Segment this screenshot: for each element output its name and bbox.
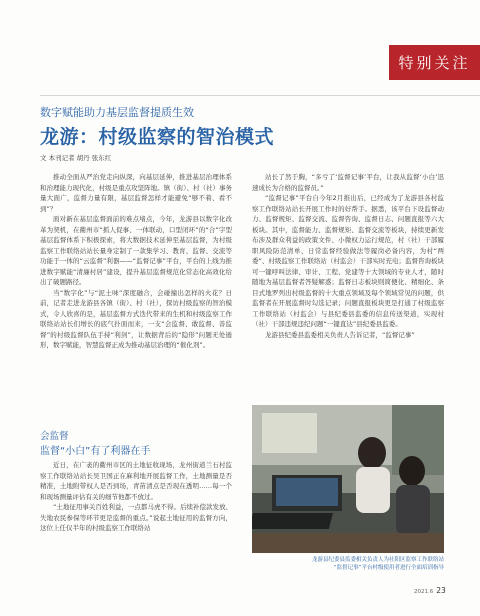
body-column-left-lower <box>40 460 232 534</box>
section-tab: 特别关注 <box>389 45 480 80</box>
article-headline: 龙游：村级监察的智治模式 <box>40 126 275 148</box>
body-paragraph: 当“数字化”与“泥土味”深度融合，会碰撞出怎样的火花？日前，记者走进龙游县各镇（街）、村（社），探访村级监察的智治模式，令人欣喜的是，基层监督方式迭代带来的生机和村级监察工作联络站站长们增长的底气扑面而来，一支“会监督、敢监督、善监督”的村级监督队伍手持“利剑”，让数据背后的“隐形”问题无处遁形，数字赋能，智慧监督正成为推动基层治理的“催化剂”。 <box>40 288 232 349</box>
issue-label: 2021.6 <box>414 589 434 595</box>
body-paragraph: 龙游县纪委县监委相关负责人告诉记者，“监督记事” <box>265 330 415 339</box>
body-column-right <box>252 172 444 340</box>
page-folio <box>414 586 446 595</box>
caption-line: 龙游县纪委县监委相关负责人为社阳区监察工作联络站 <box>311 557 444 563</box>
top-divider <box>40 95 480 96</box>
page-number: 23 <box>436 586 446 595</box>
body-paragraph: 近日，在广袤的衢州市区的土地征收现场，龙州街道兰石村监察工作联络站站长吴卫国正在麻利地开展监督工作，土地测量是否精准，土地附带权人是否到场，青苗清点是否现在透明……每一个和现场测量评估有关的细节他都不放过。 <box>40 461 232 501</box>
body-paragraph: 推动全面从严治党走向纵深，向基层延伸，推进基层治理体系和治理能力现代化，村级是重点攻坚阵地。镇（街）、村（社）事务量大面广，监督力量有限，基层监督怎样才能避免“够不着、看不到”？ <box>40 173 232 213</box>
body-paragraph: “土地征用事关百姓利益，一点都马虎不得。后续补偿款发放、失地农民参保等环节更是监督的重点。”说起土地征用的监督方向，这位上任仅半年的村级监察工作联络站 <box>40 503 232 532</box>
subsection-kicker: 会监督 <box>40 431 69 442</box>
article-byline: 文 本刊记者 胡丹 张东红 <box>40 154 112 162</box>
article-photo <box>252 405 444 553</box>
body-column-left <box>40 172 232 351</box>
article-kicker: 数字赋能助力基层监督提质生效 <box>40 106 194 119</box>
body-paragraph: 面对新在基层监督面前的难点堵点，今年，龙游县以数字化改革为契机，在衢州市“抓人促事、一体联动，口型闭环”的“合”字型基层监督体系下积极探索，将大数据技术延伸至基层监督，为村级监察工作联络站站长量身定制了一款集学习、教育、监督、交流等功能于一体的“云监督”利器——“监督记事”平台，平台的上线为推进数字赋能“清廉村居”建设，提升基层监督规范化常态化高效化给出了破题路径。 <box>40 215 232 286</box>
body-paragraph: 站长了然于胸，“多亏了‘监督记事’平台，让我从监督‘小白’迅速成长为合格的监督员。” <box>252 173 444 192</box>
photo-caption <box>252 556 444 572</box>
subsection-heading: 监督“小白”有了利器在手 <box>40 446 151 457</box>
caption-line: “监督记事”平台村级使用者进行全面培训指导 <box>333 565 444 571</box>
body-paragraph: “监督记事”平台自今年2月推出后，已经成为了龙游县各村监察工作联络站站长开展工作时的好帮手。据悉，该平台下设监督动力、监督规矩、监督交流、监督咨询、监督日志、问题直报等六大板块。其中，监督能力、监督规矩、监督交流等板块，持续更新发布涉及群众利益的政策文件、小微权力运行规范，村（社）干部履职风险防范清单、日常监督经验做法等履岗必备内容，为村“两委”、村级监察工作联络站（村监会）干部实时充电；监督咨询板块可一键呼叫法律、审计、工程、党建等十大领域的专业人才，随时随地为基层监督者答疑解惑；监督日志板块则简便化、精细化、条目式地罗列出村级监督的十大重点领域及每个领域常见的问题，供监督者在开展监督时勾选记录；问题直报板块更是打通了村级监察工作联络站（村监会）与县纪委县监委的信息传送渠道，实现村（社）干部违规违纪问题“一键直达”县纪委县监委。 <box>252 194 444 328</box>
photo-illustration <box>252 405 444 553</box>
